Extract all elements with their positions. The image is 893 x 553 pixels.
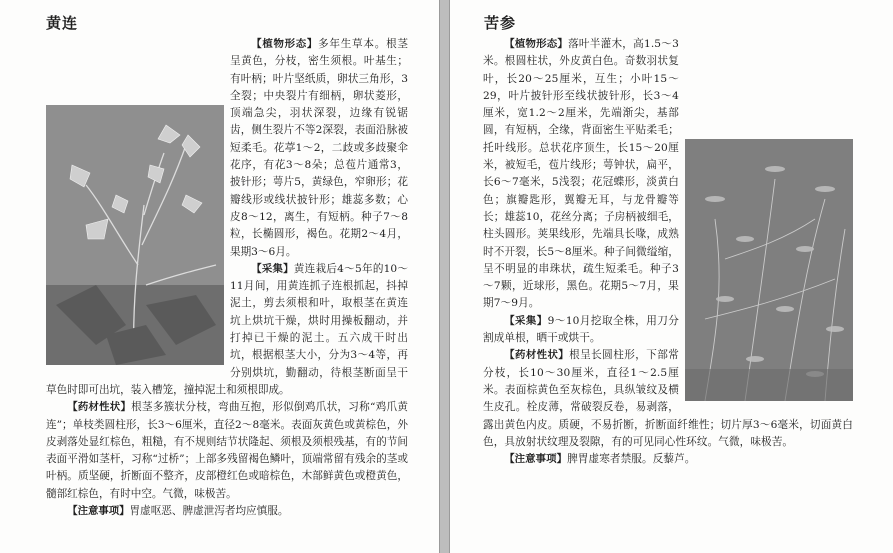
kushen-collect-text: 9～10月挖取全株，用刀分割成单根，晒干或烘干。 — [483, 314, 679, 345]
kushen-notes-section — [483, 451, 853, 468]
herb-title-huanglian: 黄连 — [46, 14, 79, 32]
kushen-morphology-label: 【植物形态】 — [504, 38, 569, 50]
properties-text: 根茎多簇状分枝，弯曲互抱，形似倒鸡爪状，习称“鸡爪黄连”；单枝类圆柱形，长3～6厘米，直径2～8毫米。表面灰黄色或黄棕色，外皮剥落处显红棕色，粗糙，有不规则结节状隆起、须根及须根残基，有的节间表面平滑如茎杆，习称“过桥”；上部多残留褐色鳞叶，顶端常留有残余的茎或叶柄。质坚硬，折断面不整齐，皮部橙红色或暗棕色，木部鲜黄色或橙黄色，髓部红棕色，有时中空。气微，味极苦。 — [46, 401, 408, 500]
kushen-morphology-text: 落叶半灌木，高1.5～3米。根圆柱状，外皮黄白色。奇数羽状复叶，长20～25厘米，互生；小叶15～29，叶片披针形至线状披针形，长3～4厘米，宽1.2～2厘米，先端渐尖，基部圆，有短柄，全缘，背面密生平贴柔毛；托叶线形。总状花序顶生，长15～20厘米，被短毛，苞片线形；萼钟状，扁平，长6～7毫米，5浅裂；花冠蝶形，淡黄白色；旗瓣匙形，翼瓣无耳，与龙骨瓣等长；雄蕊10，花丝分离；子房柄被细毛，柱头圆形。荚果线形，先端具长喙，成熟时不开裂，长5～8厘米。种子间微缢缩，呈不明显的串珠状，疏生短柔毛。种子3～7颗，近球形，黑色。花期5～7月，果期7～9月。 — [483, 38, 679, 310]
collect-text: 黄连栽后4～5年的10～11月间，用黄连抓子连根抓起，抖掉泥土，剪去须根和叶，取根茎在黄连坑上烘坑干燥，烘时用操板翻动，并打掉已干燥的泥土。五六成干时出坑，根据根茎大小，分为3～4等，再分别烘坑，勤翻动，待根茎断面呈干草色时即可出坑，装入槽笼，撞掉泥土和须根即成。 — [46, 262, 408, 396]
left-flow — [46, 36, 408, 520]
notes-section — [46, 503, 408, 520]
kushen-plant-photo — [685, 139, 853, 401]
properties-section — [46, 399, 408, 503]
herb-title-kushen: 苦参 — [484, 14, 517, 32]
morphology-label: 【植物形态】 — [251, 38, 319, 50]
collect-label: 【采集】 — [251, 262, 294, 275]
kushen-properties-label: 【药材性状】 — [504, 349, 570, 362]
right-body-text — [483, 36, 853, 468]
kushen-collect-label: 【采集】 — [504, 314, 548, 327]
kushen-properties-text: 根呈长圆柱形，下部常分枝，长10～30厘米，直径1～2.5厘米。表面棕黄色至灰棕色，具纵皱纹及横生皮孔。栓皮薄，常破裂反卷，易剥落，露出黄色内皮。质硬，不易折断，折断面纤维性；切片厚3～6毫米，切面黄白色，具放射状纹理及裂隙，有的可见同心性环纹。气微，味极苦。 — [483, 349, 853, 448]
properties-label: 【药材性状】 — [67, 401, 132, 414]
notes-text: 胃虚呕恶、脾虚泄泻者均应慎服。 — [129, 505, 289, 518]
book-gutter — [440, 0, 449, 553]
huanglian-plant-photo — [46, 105, 224, 365]
kushen-notes-text: 脾胃虚寒者禁服。反藜芦。 — [567, 453, 696, 466]
morphology-text: 多年生草本。根茎呈黄色，分枝，密生须根。叶基生；有叶柄；叶片坚纸质，卵状三角形，3全裂；中央裂片有细柄，卵状菱形，顶端急尖，羽状深裂，边缘有锐锯齿，侧生裂片不等2深裂，表面沿脉被短柔毛。花葶1～2，二歧或多歧聚伞花序，有花3～8朵；总苞片通常3，披针形；萼片5，黄绿色，窄卵形；花瓣线形或线状披针形；雄蕊多数；心皮8～12，离生，有短柄。种子7～8粒，长椭圆形，褐色。花期2～4月，果期3～6月。 — [230, 38, 409, 258]
kushen-notes-label: 【注意事项】 — [504, 453, 568, 466]
notes-label: 【注意事项】 — [67, 505, 130, 518]
